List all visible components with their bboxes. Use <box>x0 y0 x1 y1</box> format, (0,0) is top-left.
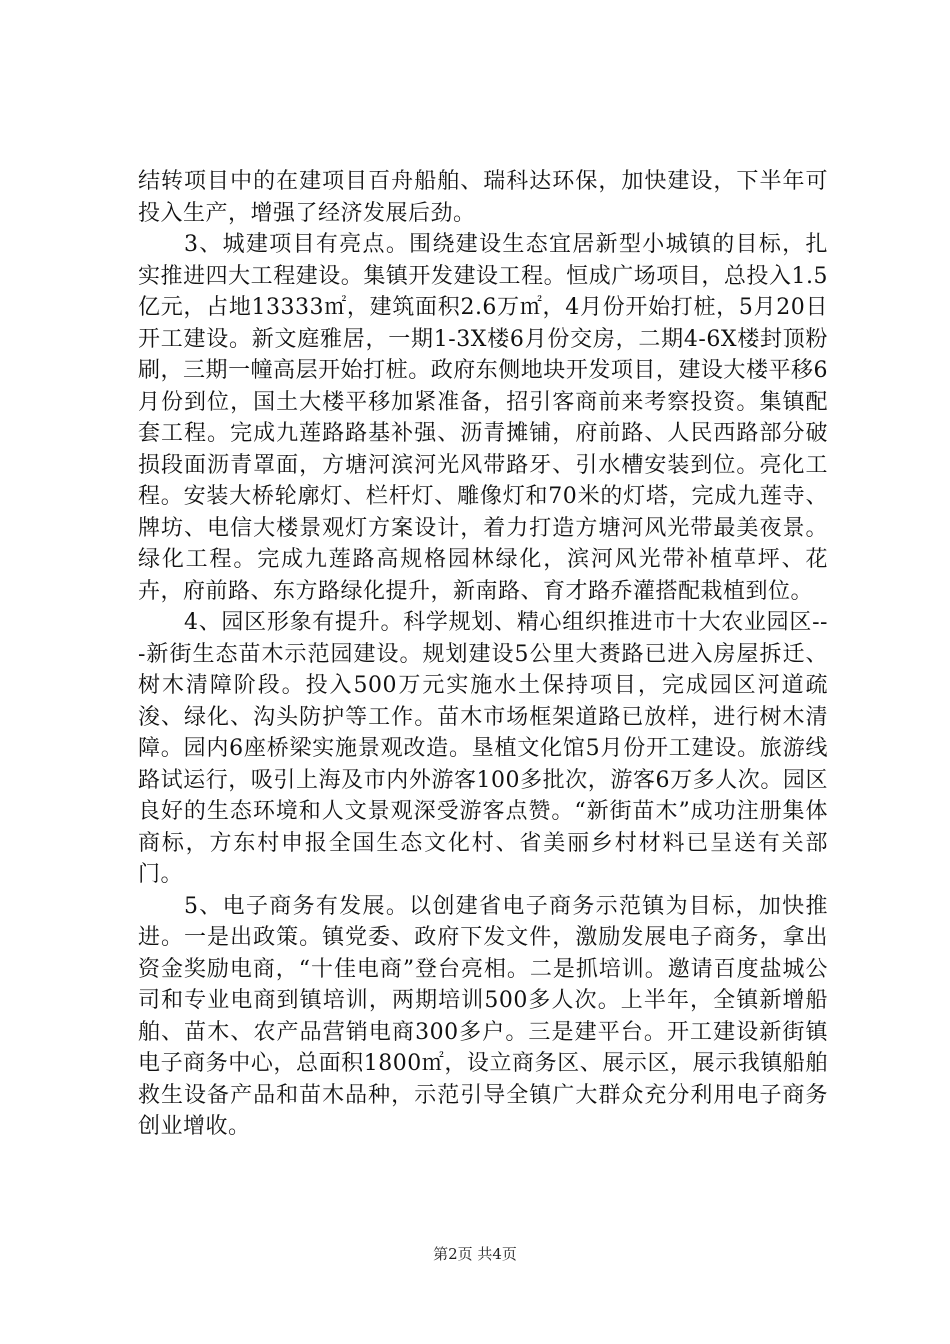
paragraph-park-image: 4、园区形象有提升。科学规划、精心组织推进市十大农业园区---新街生态苗木示范园建设。规划建设5公里大赉路已进入房屋拆迁、树木清障阶段。投入500万元实施水土保持项目，完成园区河道疏浚、绿化、沟头防护等工作。苗木市场框架道路已放样，进行树木清障。园内6座桥梁实施景观改造。垦植文化馆5月份开工建设。旅游线路试运行，吸引上海及市内外游客100多批次，游客6万多人次。园区良好的生态环境和人文景观深受游客点赞。“新街苗木”成功注册集体商标，方东村申报全国生态文化村、省美丽乡村材料已呈送有关部门。 <box>138 610 828 887</box>
paragraph-ecommerce: 5、电子商务有发展。以创建省电子商务示范镇为目标，加快推进。一是出政策。镇党委、政府下发文件，激励发展电子商务，拿出资金奖励电商，“十佳电商”登台亮相。二是抓培训。邀请百度盐城公司和专业电商到镇培训，两期培训500多人次。上半年，全镇新增船舶、苗木、农产品营销电商300多户。三是建平台。开工建设新街镇电子商务中心，总面积1800㎡，设立商务区、展示区，展示我镇船舶救生设备产品和苗木品种，示范引导全镇广大群众充分利用电子商务创业增收。 <box>138 893 828 1139</box>
document-body <box>138 166 828 1143</box>
paragraph-continuation: 结转项目中的在建项目百舟船舶、瑞科达环保，加快建设，下半年可投入生产，增强了经济发展后劲。 <box>138 169 828 226</box>
paragraph-urban-construction: 3、城建项目有亮点。围绕建设生态宜居新型小城镇的目标，扎实推进四大工程建设。集镇开发建设工程。恒成广场项目，总投入1.5亿元，占地13333㎡，建筑面积2.6万㎡，4月份开始打桩，5月20日开工建设。新文庭雅居，一期1-3X楼6月份交房，二期4-6X楼封顶粉刷，三期一幢高层开始打桩。政府东侧地块开发项目，建设大楼平移6月份到位，国土大楼平移加紧准备，招引客商前来考察投资。集镇配套工程。完成九莲路路基补强、沥青摊铺，府前路、人民西路部分破损段面沥青罩面，方塘河滨河光风带路牙、引水槽安装到位。亮化工程。安装大桥轮廓灯、栏杆灯、雕像灯和70米的灯塔，完成九莲寺、牌坊、电信大楼景观灯方案设计，着力打造方塘河风光带最美夜景。绿化工程。完成九莲路高规格园林绿化，滨河风光带补植草坪、花卉，府前路、东方路绿化提升，新南路、育才路乔灌搭配栽植到位。 <box>138 232 828 604</box>
page-number-footer: 第2页 共4页 <box>433 1245 517 1263</box>
